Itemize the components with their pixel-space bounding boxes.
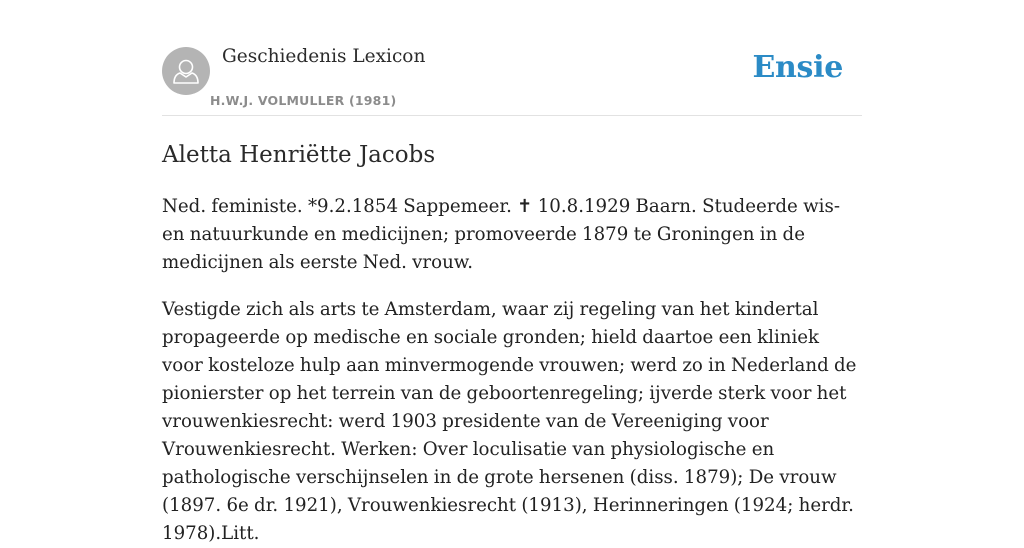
article-paragraph: Vestigde zich als arts te Amsterdam, waar zij regeling van het kindertal propageerde op medische en sociale gronden; hield daartoe een kliniek voor kosteloze hulp aan minvermogende vrouwen; werd zo in Nederland de pionierster op het terrein van de geboortenregeling; ijverde sterk voor het vrouwenkiesrecht: werd 1903 presidente van de Vereeniging voor Vrouwenkiesrecht. Werken: Over loculisatie van physiologische en pathologische verschijnselen in de grote hersenen (diss. 1879); De vrouw (1897. 6e dr. 1921), Vrouwenkiesrecht (1913), Herinneringen (1924; herdr. 1978).Litt. <box>162 299 857 544</box>
ensie-logo-link[interactable]: Ensie <box>752 50 843 85</box>
author-byline: H.W.J. VOLMULLER (1981) <box>210 93 397 108</box>
article-title: Aletta Henriëtte Jacobs <box>162 142 436 168</box>
user-icon <box>162 47 210 95</box>
page <box>162 0 862 548</box>
lexicon-header <box>162 0 862 116</box>
article-paragraph: Ned. feministe. *9.2.1854 Sappemeer. ✝ 10.8.1929 Baarn. Studeerde wis- en natuurkunde en medicijnen; promoveerde 1879 te Groningen in de medicijnen als eerste Ned. vrouw. <box>162 196 840 273</box>
lexicon-title-link[interactable]: Geschiedenis Lexicon <box>222 46 426 67</box>
author-avatar[interactable] <box>162 47 210 95</box>
